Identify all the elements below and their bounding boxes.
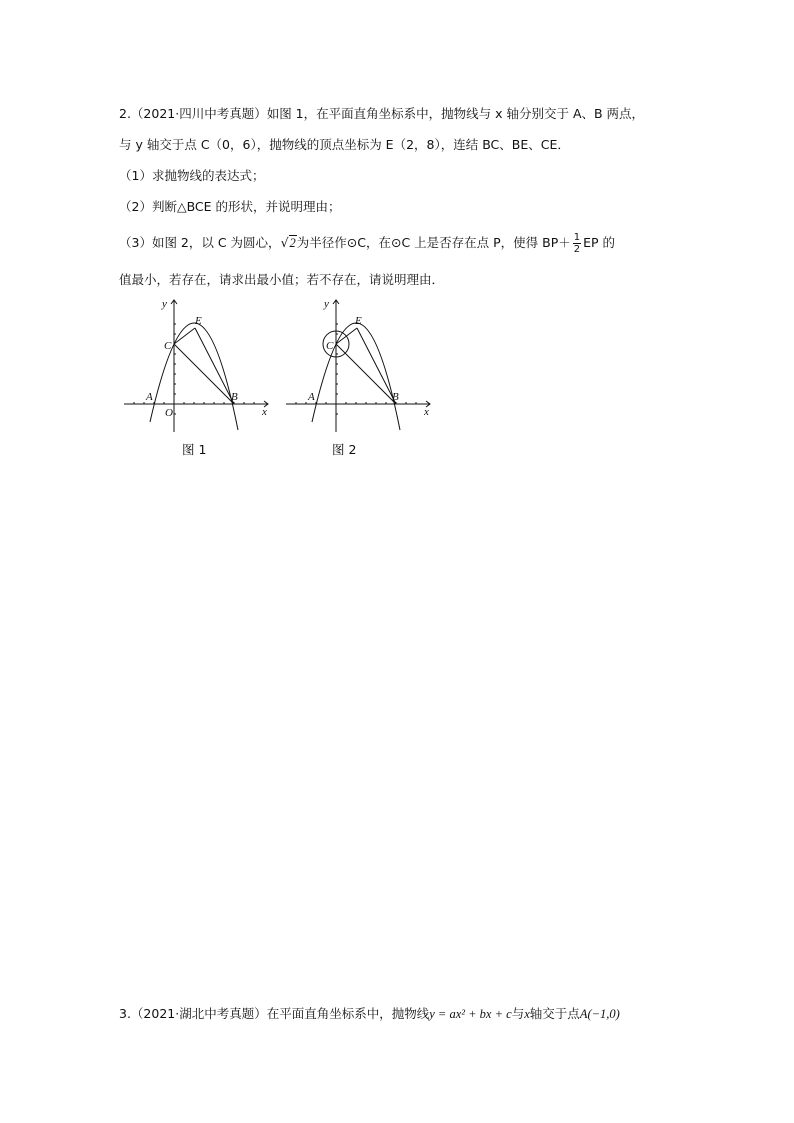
q2-part3: [119, 232, 615, 255]
q3-formula: y = ax² + bx + c: [429, 1007, 512, 1021]
q2-part3-line2: 值最小，若存在，请求出最小值；若不存在，请说明理由．: [119, 272, 445, 287]
q2-line2: 与 y 轴交于点 C（0，6），抛物线的顶点坐标为 E（2，8），连结 BC、BE、CE．: [119, 137, 570, 152]
segment-be: [357, 328, 396, 404]
fraction: [573, 232, 581, 255]
segment-ce: [174, 328, 195, 344]
q2-part2: （2）判断△BCE 的形状，并说明理由；: [119, 199, 341, 214]
label-c: C: [326, 340, 334, 352]
q2-part1: （1）求抛物线的表达式；: [119, 168, 265, 183]
label-a: A: [146, 391, 153, 403]
q3-x-var: x: [524, 1007, 530, 1021]
sqrt-argument: 2: [289, 236, 296, 250]
q3-prefix: 3.（2021·湖北中考真题）在平面直角坐标系中，抛物线: [119, 1006, 430, 1021]
fraction-denominator: 2: [573, 244, 581, 255]
label-b: B: [392, 391, 399, 403]
label-o: O: [165, 407, 173, 419]
fraction-numerator: 1: [573, 232, 581, 243]
q3-point: A(−1,0): [579, 1007, 620, 1021]
q3-middle: 与: [511, 1006, 525, 1021]
label-y: y: [162, 298, 167, 310]
part3-text-c: EP 的: [583, 235, 616, 250]
q2-line1: 2.（2021·四川中考真题）如图 1，在平面直角坐标系中，抛物线与 x 轴分别交于 A、B 两点，: [119, 106, 645, 121]
label-a: A: [308, 391, 315, 403]
label-e: E: [195, 315, 202, 327]
label-c: C: [164, 340, 172, 352]
label-y: y: [324, 298, 329, 310]
figure-2: [284, 294, 434, 434]
part3-text-b: 为半径作⊙C，在⊙C 上是否存在点 P，使得 BP＋: [296, 235, 571, 250]
label-b: B: [231, 391, 238, 403]
part3-text-a: （3）如图 2，以 C 为圆心，: [119, 235, 281, 250]
caption-figure-2: 图 2: [332, 442, 357, 457]
sqrt-expression: √2: [280, 235, 296, 250]
q3-suffix: 轴交于点: [529, 1006, 580, 1021]
segment-be: [195, 328, 234, 404]
label-e: E: [355, 315, 362, 327]
label-x: x: [424, 406, 429, 418]
label-x: x: [262, 406, 267, 418]
caption-figure-1: 图 1: [182, 442, 207, 457]
q3-line1: [119, 1004, 620, 1022]
figure-1: [122, 294, 272, 434]
